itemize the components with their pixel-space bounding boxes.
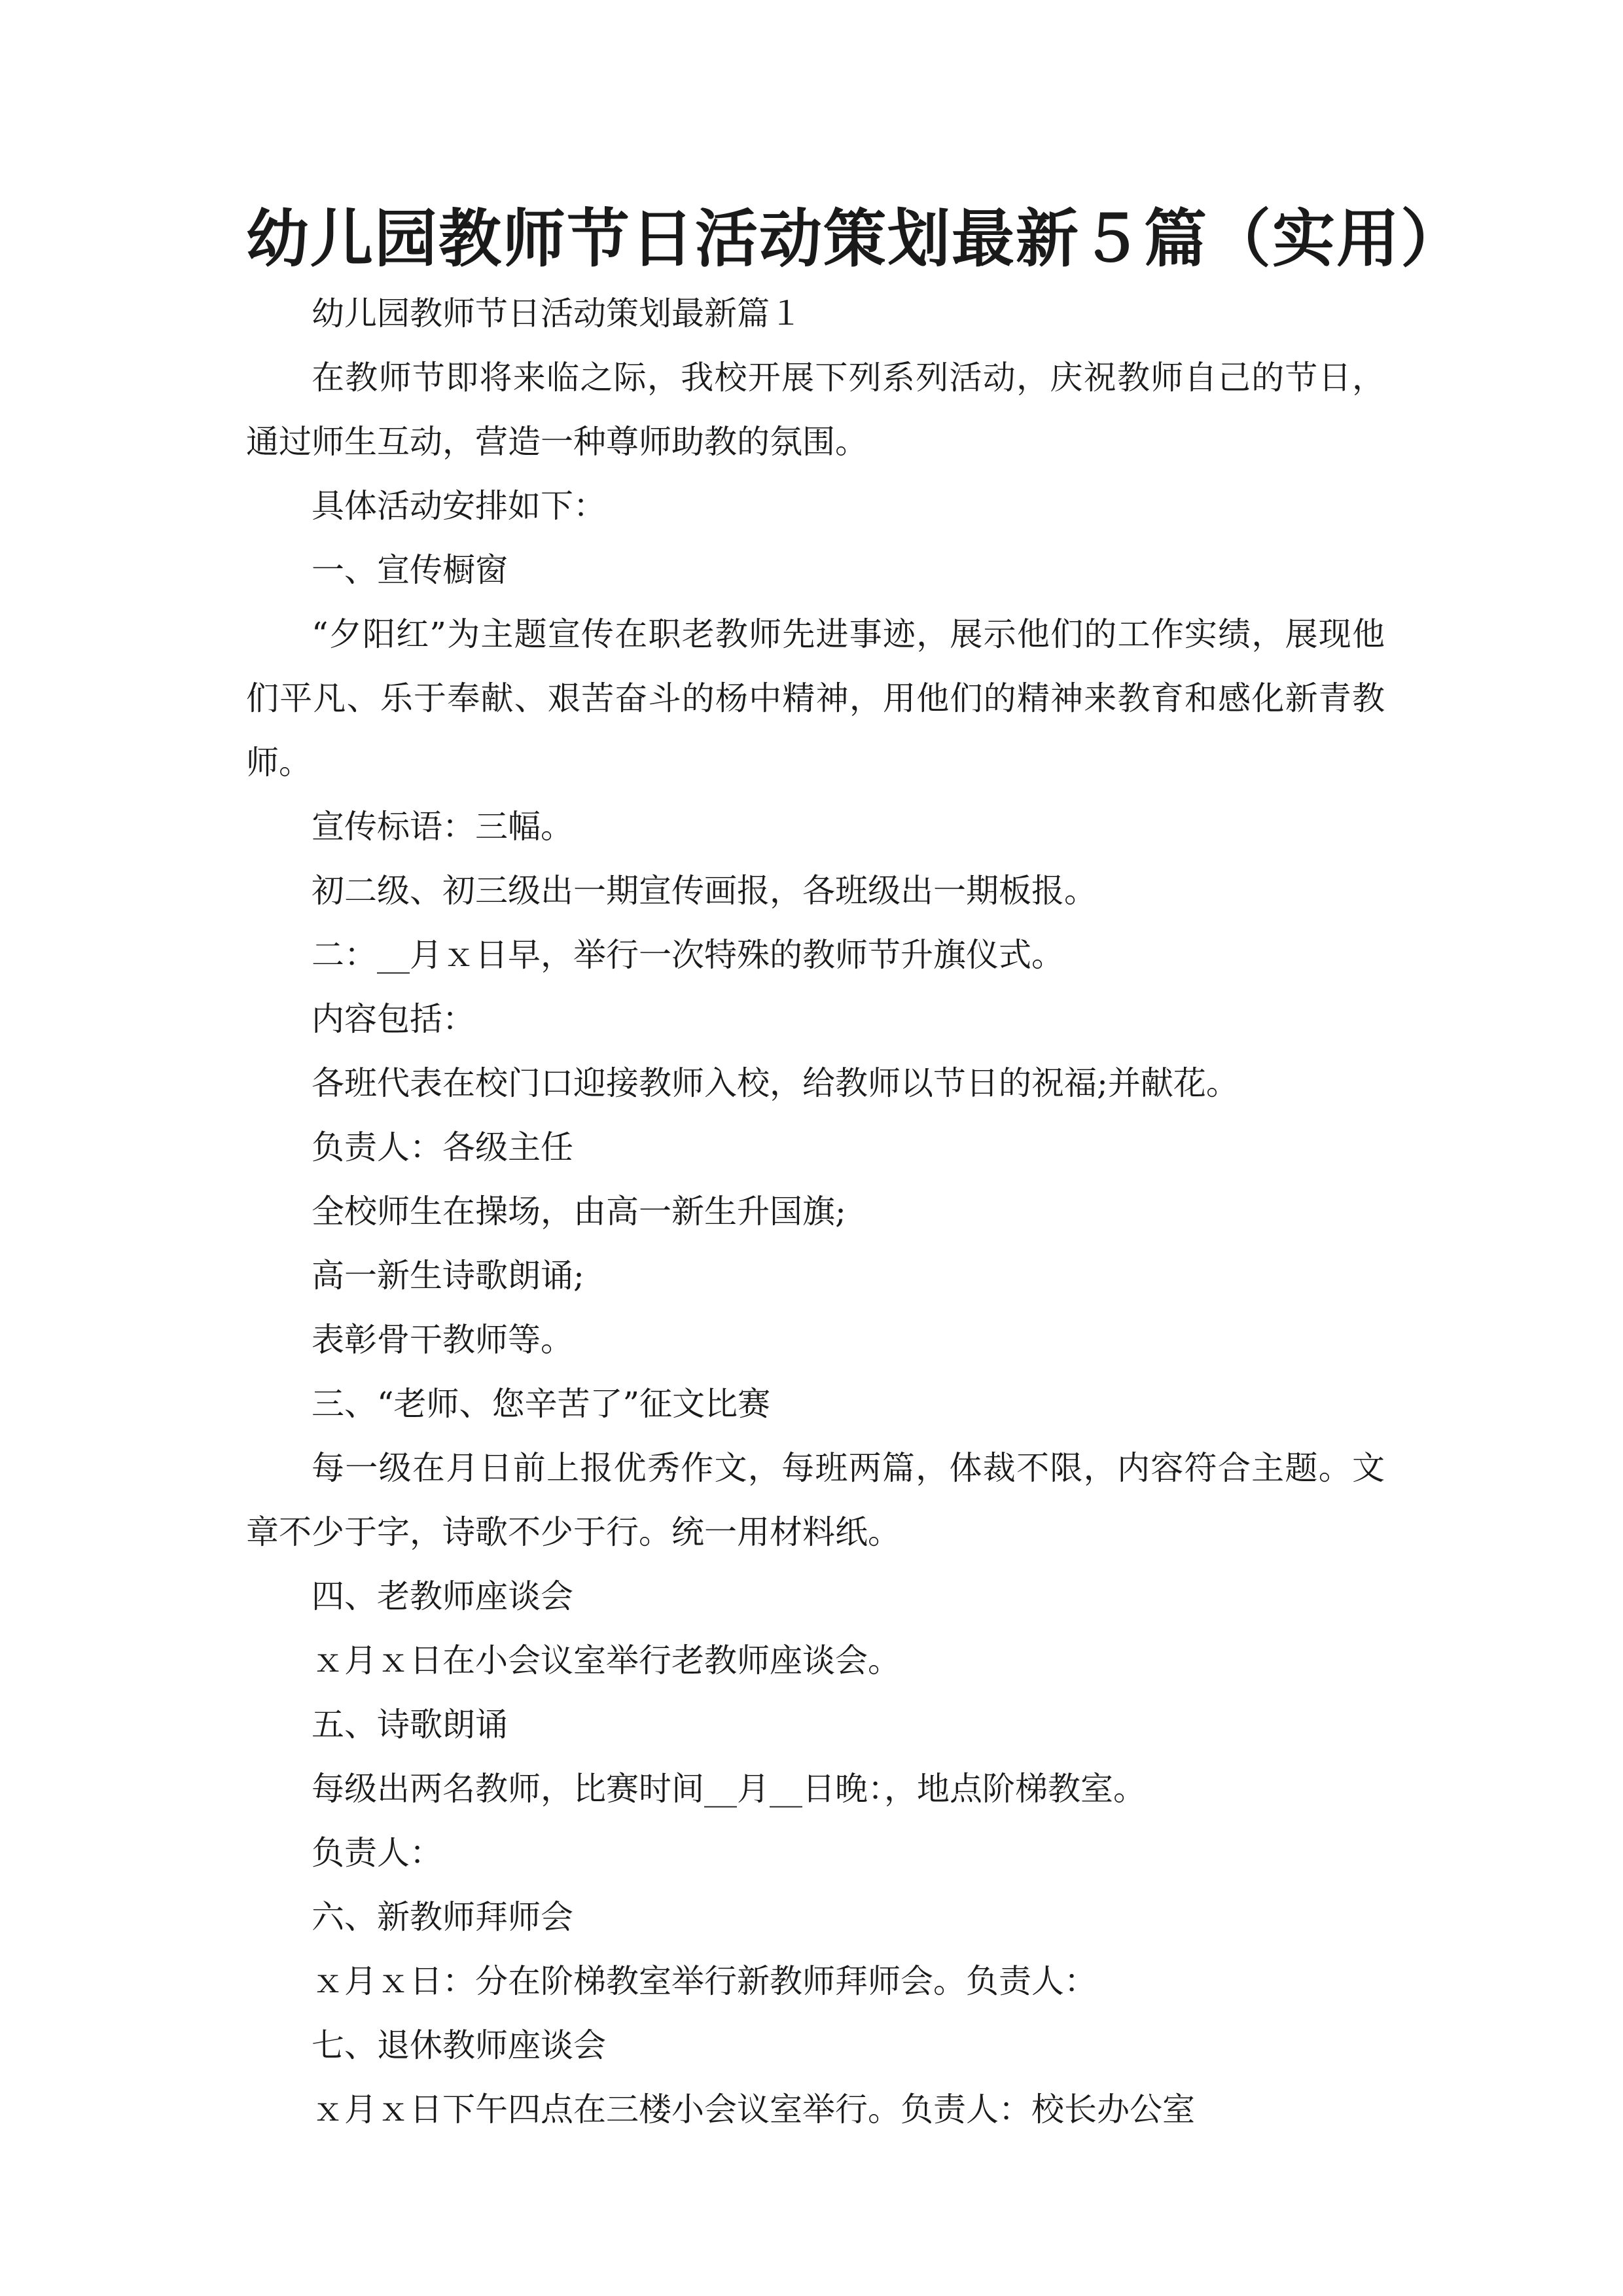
body-paragraph: ｘ月ｘ日下午四点在三楼小会议室举行。负责人：校长办公室: [312, 2090, 1195, 2128]
section-heading: 一、宣传橱窗: [312, 551, 508, 589]
body-paragraph: ｘ月ｘ日在小会议室举行老教师座谈会。: [312, 1641, 901, 1679]
body-paragraph: “夕阳红”为主题宣传在职老教师先进事迹，展示他们的工作实绩，展现他们平凡、乐于奉献、艰苦奋斗的杨中精神，用他们的精神来教育和感化新青教师。: [246, 615, 1385, 781]
body-paragraph: 内容包括：: [312, 1000, 475, 1038]
section-heading: 幼儿园教师节日活动策划最新篇１: [312, 295, 802, 332]
body-paragraph: 每级出两名教师，比赛时间__月__日晚：，地点阶梯教室。: [312, 1770, 1146, 1808]
body-paragraph: 全校师生在操场，由高一新生升国旗;: [312, 1193, 846, 1230]
body-paragraph: 具体活动安排如下：: [312, 487, 606, 525]
section-heading: 二：__月ｘ日早，举行一次特殊的教师节升旗仪式。: [312, 936, 1064, 974]
body-paragraph: 在教师节即将来临之际，我校开展下列系列活动，庆祝教师自己的节日，通过师生互动，营造一种尊师助教的氛围。: [246, 359, 1385, 461]
body-paragraph: 表彰骨干教师等。: [312, 1321, 573, 1359]
body-paragraph: 各班代表在校门口迎接教师入校，给教师以节日的祝福;并献花。: [312, 1064, 1239, 1102]
body-paragraph: 负责人：: [312, 1834, 442, 1872]
body-paragraph: 每一级在月日前上报优秀作文，每班两篇，体裁不限，内容符合主题。文章不少于字，诗歌不少于行。统一用材料纸。: [246, 1449, 1385, 1551]
section-heading: 五、诗歌朗诵: [312, 1706, 508, 1744]
body-paragraph: 初二级、初三级出一期宣传画报，各班级出一期板报。: [312, 872, 1097, 910]
document-body: [246, 281, 1385, 2142]
section-heading: 六、新教师拜师会: [312, 1898, 573, 1936]
body-paragraph: 负责人：各级主任: [312, 1128, 573, 1166]
section-heading: 七、退休教师座谈会: [312, 2026, 606, 2064]
body-paragraph: 宣传标语：三幅。: [312, 808, 573, 846]
body-paragraph: ｘ月ｘ日：分在阶梯教室举行新教师拜师会。负责人：: [312, 1962, 1097, 2000]
body-paragraph: 高一新生诗歌朗诵;: [312, 1257, 584, 1295]
section-heading: 三、“老师、您辛苦了”征文比赛: [312, 1385, 771, 1423]
document-title: 幼儿园教师节日活动策划最新５篇（实用）: [246, 202, 1465, 276]
section-heading: 四、老教师座谈会: [312, 1577, 573, 1615]
